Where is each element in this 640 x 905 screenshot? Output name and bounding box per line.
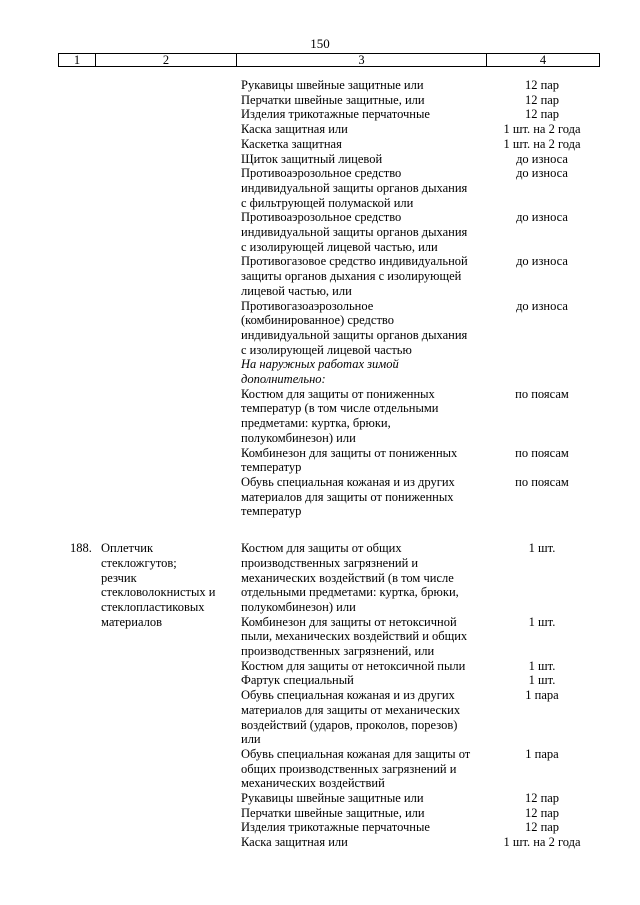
item-quantity: 12 пар [524,791,560,806]
table-row [241,806,601,821]
item-quantity: 1 шт. [528,614,556,629]
item-quantity: 1 шт. на 2 года [503,122,581,137]
table-body [0,78,640,850]
table-row [0,299,640,358]
item-quantity: 1 шт. [528,658,556,673]
header-col-1: 1 [59,54,96,66]
item-quantity: 1 пара [525,688,559,703]
item-name: Обувь специальная кожаная и из других материалов для защиты от механических воздействий (ударов, проколов, порезов) или [241,688,461,747]
item-quantity: до износа [516,254,568,269]
item-name: Комбинезон для защиты от пониженных температур [241,445,458,475]
item-name: Каскетка защитная [241,136,342,151]
item-name: Перчатки швейные защитные, или [241,92,425,107]
table-row [0,387,640,446]
item-quantity: до износа [516,298,568,313]
table-row [0,357,640,386]
table-row [0,78,640,93]
table-row [0,152,640,167]
item-quantity: до износа [516,166,568,181]
items-list [241,541,601,850]
table-row [0,210,640,254]
item-name: Костюм для защиты от общих производственных загрязнений и механических воздействий (в том числе отдельными предметами: куртка, брюки, полукомбинезон) или [241,541,459,614]
item-quantity: по поясам [515,474,569,489]
item-quantity: 1 шт. [528,541,556,556]
table-row [0,166,640,210]
item-name: Изделия трикотажные перчаточные [241,820,430,835]
item-quantity: 12 пар [524,107,560,122]
section-gap [0,519,640,541]
item-name: Обувь специальная кожаная для защиты от общих производственных загрязнений и механических воздействий [241,746,471,791]
occupation-name: Оплетчик стекложгутов; резчик стекловолокнистых и стеклопластиковых материалов [101,541,216,629]
item-name: На наружных работах зимой дополнительно: [241,357,399,387]
table-row [241,659,601,674]
item-name: Фартук специальный [241,673,354,688]
header-col-2: 2 [96,54,237,66]
table-header [58,53,600,67]
table-row [241,820,601,835]
item-quantity: по поясам [515,386,569,401]
item-name: Каска защитная или [241,835,348,850]
table-row [241,688,601,747]
block-continued [0,78,640,519]
item-name: Комбинезон для защиты от нетоксичной пыли, механических воздействий и общих производственных загрязнений, или [241,614,468,659]
item-quantity: 1 шт. на 2 года [503,136,581,151]
page-number: 150 [310,36,330,51]
header-col-4: 4 [539,53,547,67]
item-quantity: 1 шт. [528,673,556,688]
table-row [241,541,601,615]
table-row [241,673,601,688]
item-quantity: 12 пар [524,820,560,835]
table-row [241,835,601,850]
item-name: Изделия трикотажные перчаточные [241,107,430,122]
item-quantity: до износа [516,210,568,225]
item-name: Костюм для защиты от пониженных температур (в том числе отдельными предметами: куртка, брюки, полукомбинезон) или [241,386,439,445]
table-row [0,254,640,298]
table-row [241,747,601,791]
item-name: Щиток защитный лицевой [241,151,383,166]
item-name: Противогазоаэрозольное (комбинированное) средство индивидуальной защиты органов дыхания с изолирующей лицевой частью [241,298,468,357]
row-number: 188. [70,541,92,556]
table-row [241,615,601,659]
table-row [0,137,640,152]
table-row [0,475,640,519]
item-name: Перчатки швейные защитные, или [241,805,425,820]
item-quantity: 1 шт. на 2 года [503,835,581,850]
item-quantity: по поясам [515,445,569,460]
item-quantity: 12 пар [524,805,560,820]
table-row [0,107,640,122]
item-name: Рукавицы швейные защитные или [241,791,424,806]
item-quantity: до износа [516,151,568,166]
block-188 [0,541,640,850]
item-name: Костюм для защиты от нетоксичной пыли [241,658,466,673]
item-name: Противоаэрозольное средство индивидуальной защиты органов дыхания с изолирующей лицевой частью, или [241,210,468,254]
item-name: Противогазовое средство индивидуальной защиты органов дыхания с изолирующей лицевой частью, или [241,254,468,298]
item-quantity: 1 пара [525,746,559,761]
item-name: Противоаэрозольное средство индивидуальной защиты органов дыхания с фильтрующей полумаской или [241,166,468,210]
header-col-3: 3 [237,54,487,66]
item-name: Рукавицы швейные защитные или [241,78,424,92]
table-row [0,122,640,137]
table-row [0,446,640,475]
item-quantity: 12 пар [524,78,560,92]
item-name: Каска защитная или [241,122,348,137]
item-quantity: 12 пар [524,92,560,107]
table-row [241,791,601,806]
table-row [0,93,640,108]
item-name: Обувь специальная кожаная и из других материалов для защиты от пониженных температур [241,474,455,519]
